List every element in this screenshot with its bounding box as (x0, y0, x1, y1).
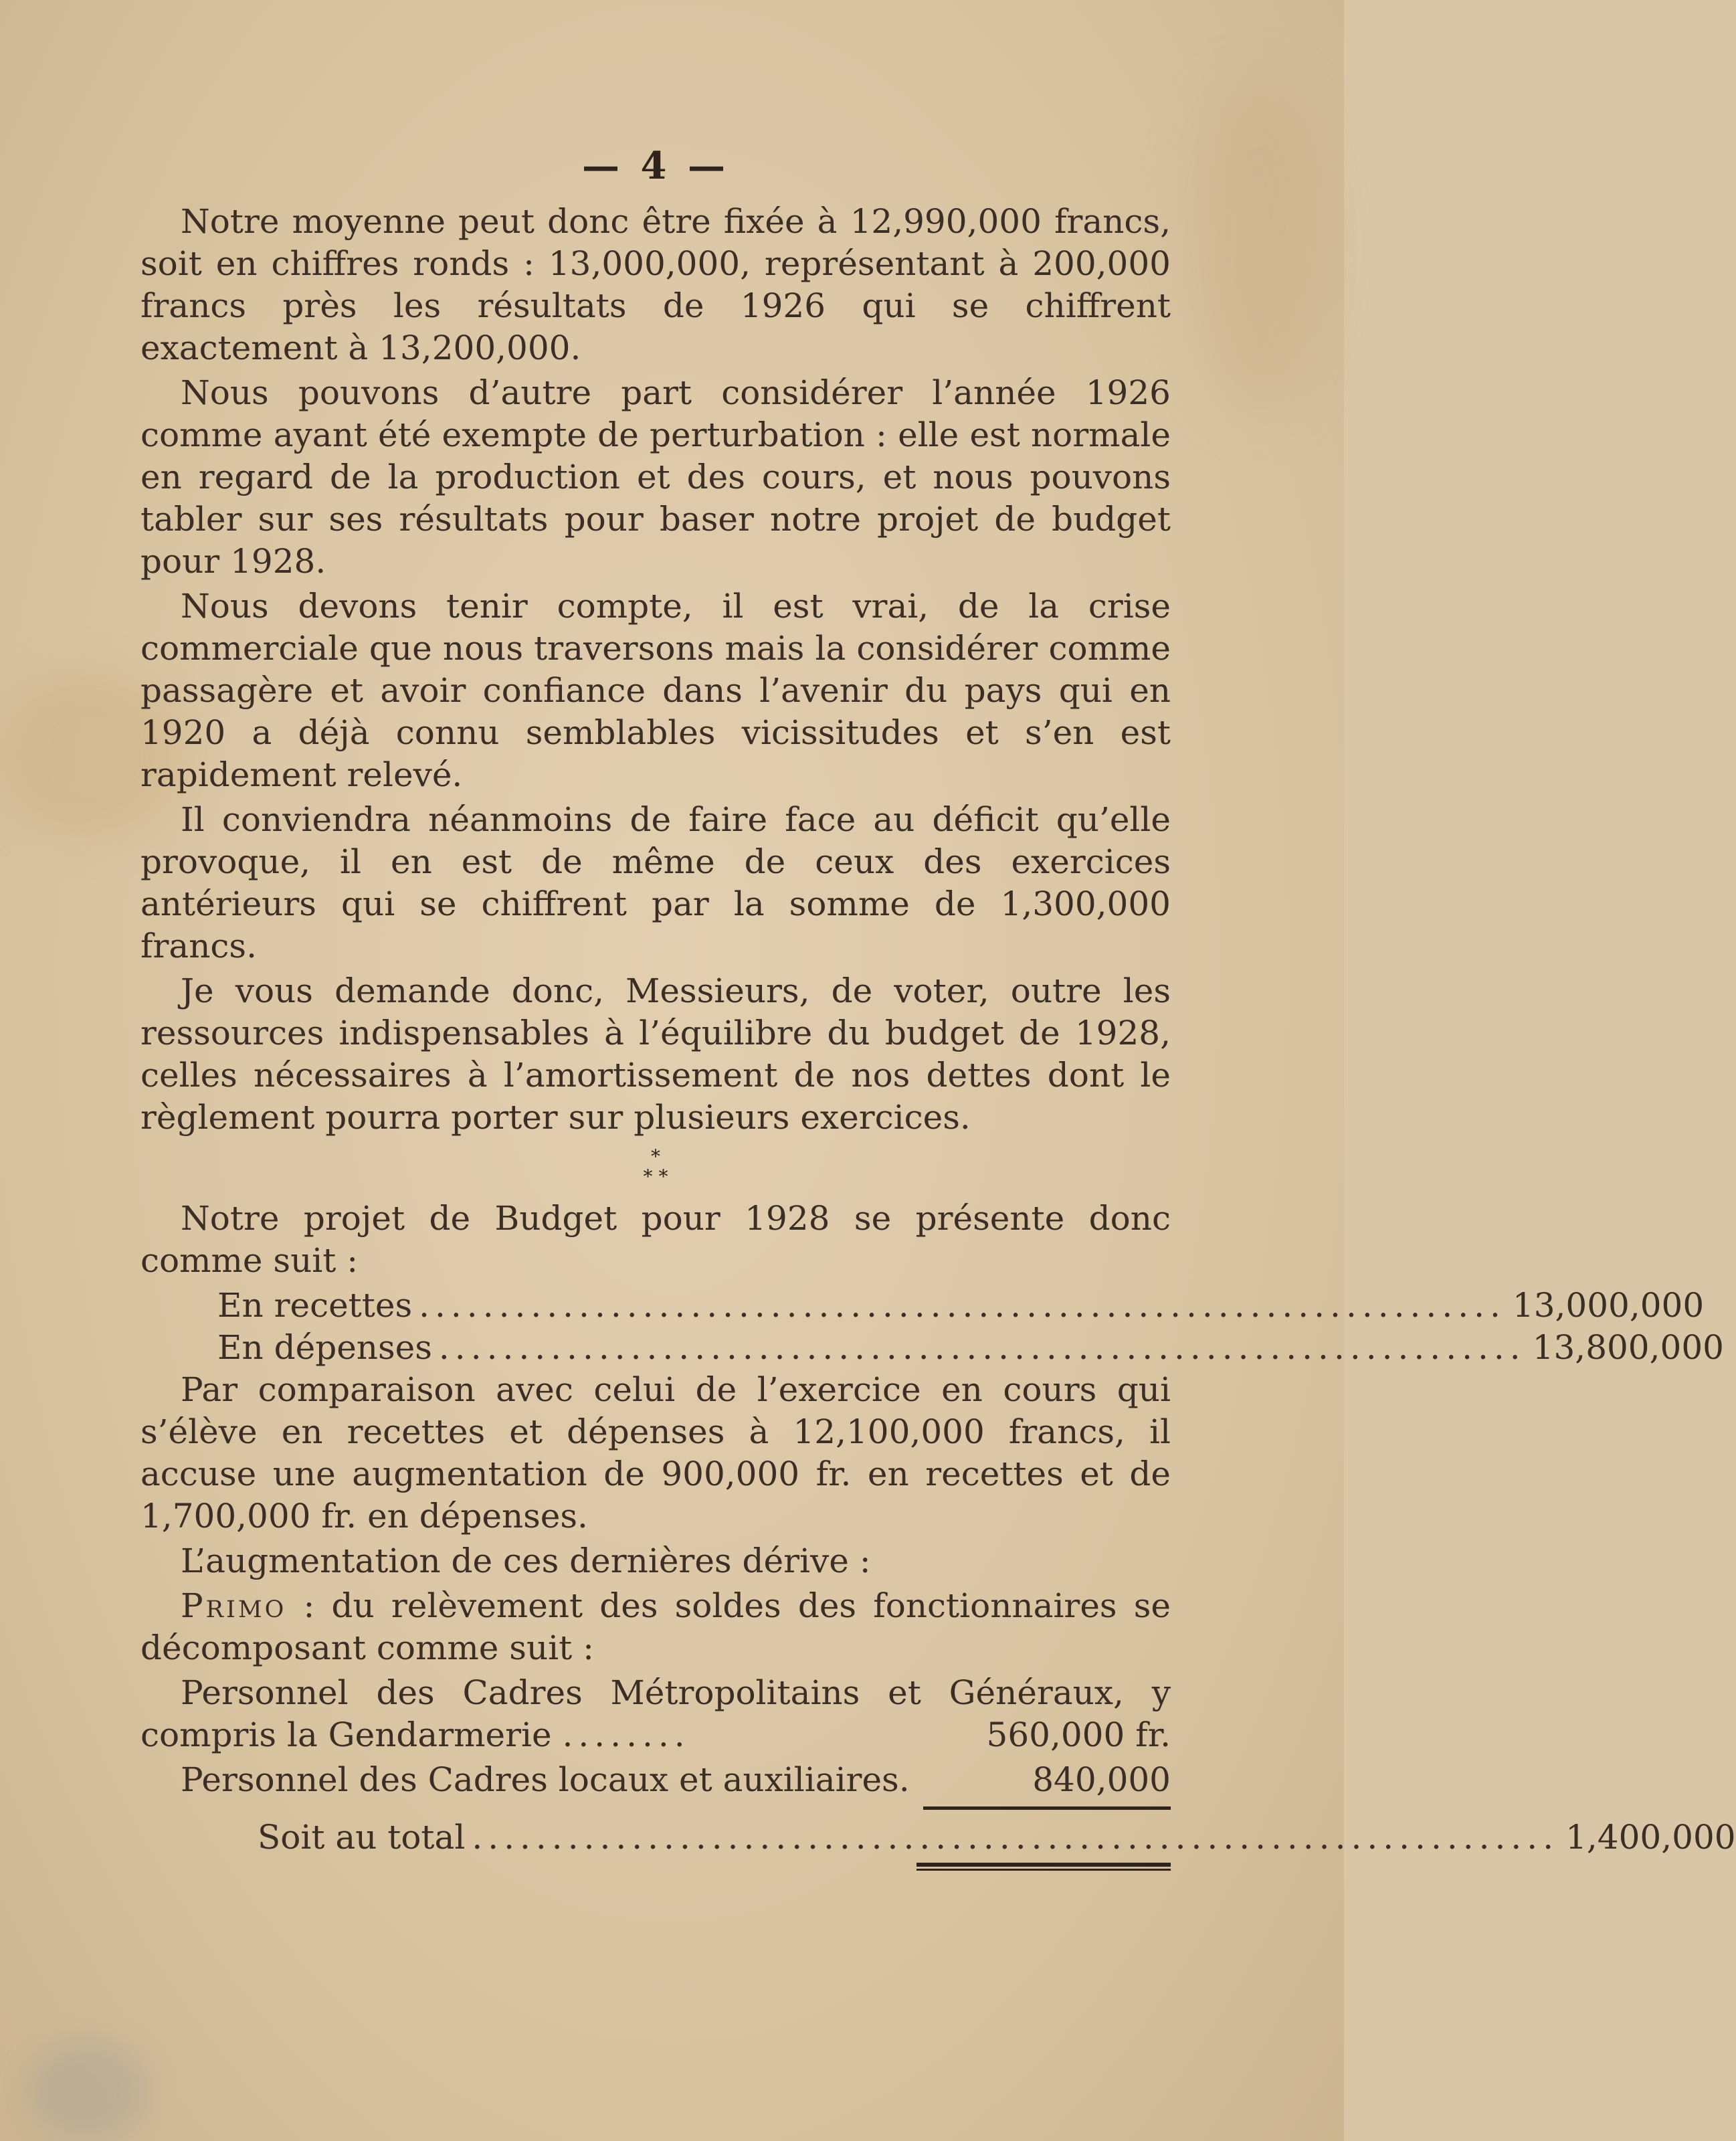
derivation-line: L’augmentation de ces dernières dérive : (181, 1542, 871, 1580)
budget-label: En dépenses (217, 1328, 432, 1367)
primo-paragraph (140, 1585, 1171, 1669)
total-double-rule-thin (917, 1869, 1171, 1871)
budget-value: 13,000,000 (1512, 1286, 1705, 1325)
allocation-label: Personnel des Cadres Métropolitains et Généraux, y compris la Gendarmerie (140, 1673, 1171, 1754)
allocation-row-locaux (140, 1759, 1171, 1801)
allocation-label: Personnel des Cadres locaux et auxiliaires. (181, 1760, 910, 1799)
total-label: Soit au total (258, 1818, 466, 1857)
section-separator (140, 1147, 1171, 1187)
dot-leader: .................................................................... (419, 1286, 1506, 1325)
primo-text: : du relèvement des soldes des fonctionnaires se décomposant comme suit : (140, 1586, 1171, 1667)
paragraph: Il conviendra néanmoins de faire face au déficit qu’elle provoque, il en est de même de ceux des exercices antérieurs qui se chiffrent par la somme de 1,300,000 francs. (140, 800, 1171, 965)
budget-value: 13,800,000 (1532, 1328, 1724, 1367)
paper-stain (27, 2041, 147, 2141)
allocation-value: 560,000 fr. (986, 1715, 1171, 1754)
document-body (140, 201, 1736, 1871)
asterisk-bottom: * * (643, 1166, 668, 1188)
asterisk-top: * (651, 1145, 660, 1168)
page-number: — 4 — (582, 144, 729, 188)
paper-stain (1191, 80, 1325, 415)
comparison-paragraph: Par comparaison avec celui de l’exercice en cours qui s’élève en recettes et dépenses à 12,100,000 francs, il accuse une augmentation de 900,000 fr. en recettes et de 1,700,000 fr. en dépenses. (140, 1370, 1171, 1535)
primo-lead: Primo (181, 1586, 287, 1625)
budget-label: En recettes (217, 1286, 413, 1325)
paragraph: Notre moyenne peut donc être fixée à 12,990,000 francs, soit en chiffres ronds : 13,000,000, représentant à 200,000 francs près les résultats de 1926 qui se chiffrent exactement à 13,200,000. (140, 202, 1171, 367)
paragraph: Je vous demande donc, Messieurs, de voter, outre les ressources indispensables à l’équilibre du budget de 1928, celles nécessaires à l’amortissement de nos dettes dont le règlement pourra porter sur plusieurs exercices. (140, 971, 1171, 1137)
total-row (140, 1817, 1736, 1859)
paragraph: Nous devons tenir compte, il est vrai, de la crise commerciale que nous traversons mais la considérer comme passagère et avoir confiance dans l’avenir du pays qui en 1920 a déjà connu semblables vicissitudes et s’en est rapidement relevé. (140, 587, 1171, 794)
budget-row-recettes (140, 1285, 1705, 1327)
dot-leader: .................................................................... (438, 1328, 1526, 1367)
allocation-row-metropolitains (140, 1672, 1171, 1756)
sum-rule (923, 1806, 1171, 1810)
paragraph: Nous pouvons d’autre part considérer l’année 1926 comme ayant été exempte de perturbation : elle est normale en regard de la production et des cours, et nous pouvons tabler sur ses résultats pour baser notre projet de budget pour 1928. (140, 373, 1171, 581)
dot-leader: ........ (562, 1715, 690, 1754)
dot-leader: .................................................................... (472, 1818, 1559, 1857)
budget-row-depenses (140, 1327, 1724, 1369)
total-double-rule (917, 1863, 1171, 1867)
total-value: 1,400,000 (1565, 1818, 1736, 1857)
budget-intro: Notre projet de Budget pour 1928 se présente donc comme suit : (140, 1199, 1171, 1280)
allocation-value: 840,000 (1032, 1760, 1171, 1799)
